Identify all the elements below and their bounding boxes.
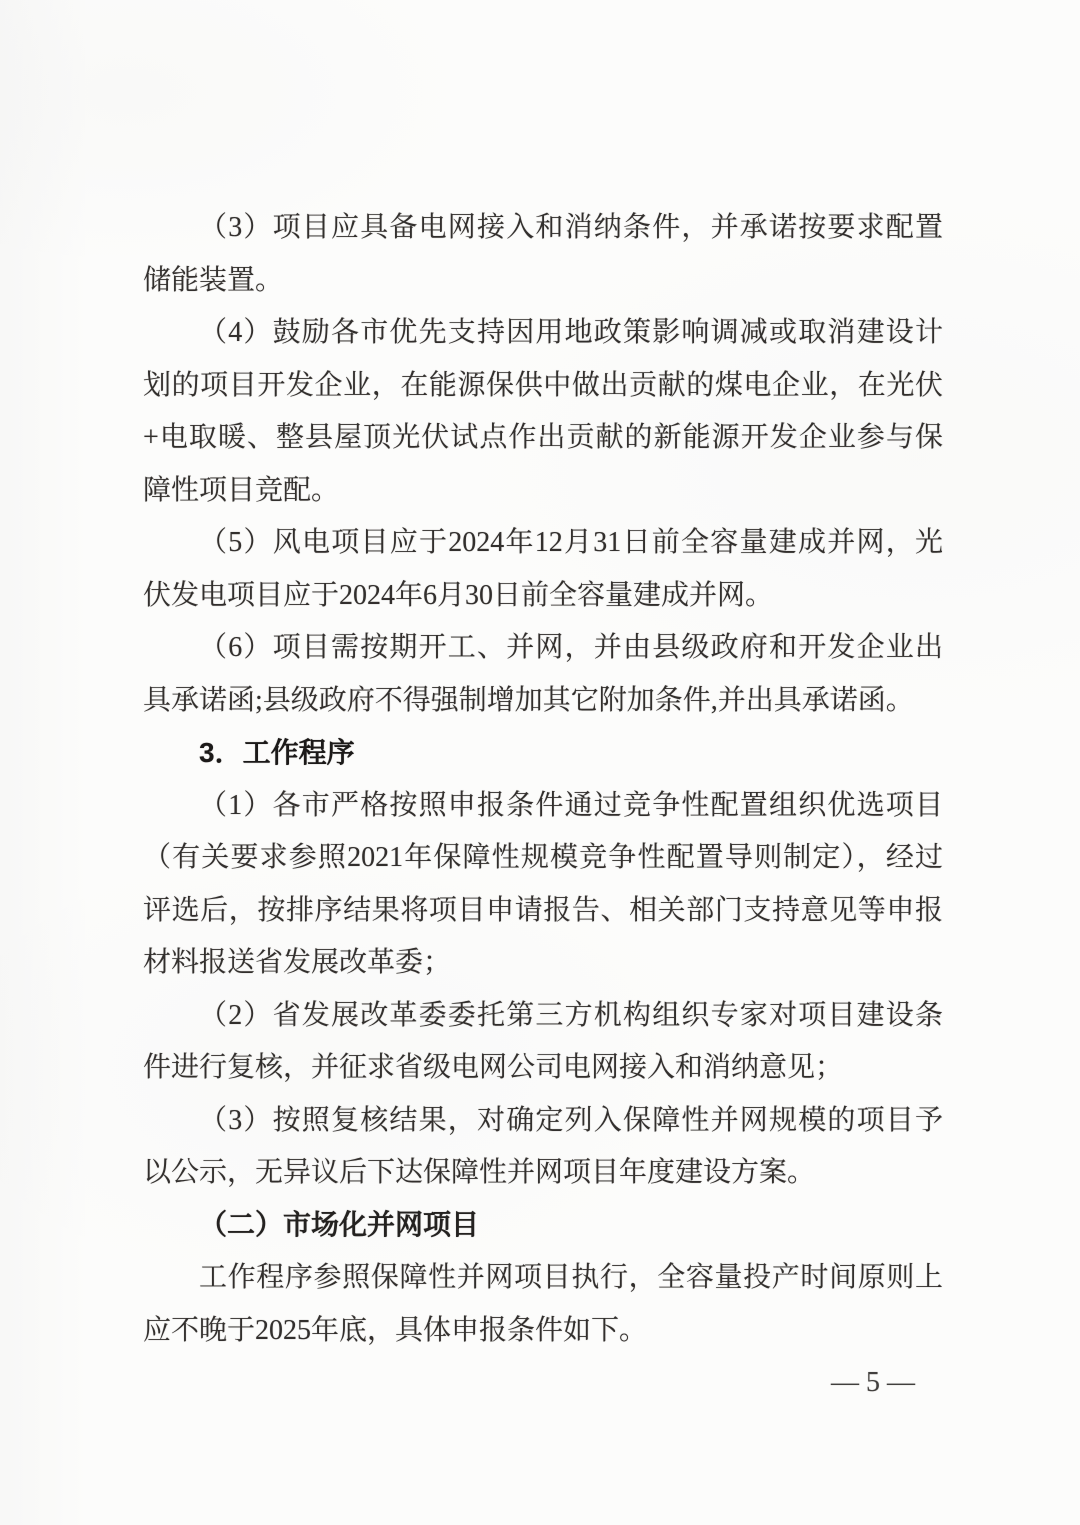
text-line: （4）鼓励各市优先支持因用地政策影响调减或取消建设计 <box>199 317 943 348</box>
text-line: 3．工作程序 <box>199 737 355 768</box>
text-line: （3）项目应具备电网接入和消纳条件，并承诺按要求配置 <box>199 212 943 243</box>
text-line: 材料报送省发展改革委； <box>143 947 452 978</box>
text-line: （2）省发展改革委委托第三方机构组织专家对项目建设条 <box>199 999 943 1031</box>
paragraph-item-5 <box>143 517 943 622</box>
paragraph-procedure-2 <box>143 990 943 1095</box>
text-line: +电取暖、整县屋顶光伏试点作出贡献的新能源开发企业参与保 <box>143 422 943 453</box>
text-line: 具承诺函;县级政府不得强制增加其它附加条件,并出具承诺函。 <box>143 684 914 716</box>
section-heading-work-procedure <box>143 727 943 780</box>
text-line: （有关要求参照2021年保障性规模竞争性配置导则制定），经过 <box>143 842 943 873</box>
paragraph-procedure-3 <box>143 1095 943 1200</box>
paragraph-item-4 <box>143 307 943 517</box>
text-line: （5）风电项目应于2024年12月31日前全容量建成并网，光 <box>199 527 943 558</box>
page-number: — 5 — <box>831 1367 915 1398</box>
text-line: 评选后，按排序结果将项目申请报告、相关部门支持意见等申报 <box>143 894 943 926</box>
document-body <box>143 0 943 1357</box>
paragraph-procedure-1 <box>143 780 943 990</box>
text-line: 伏发电项目应于2024年6月30日前全容量建成并网。 <box>143 579 774 611</box>
text-line: （二）市场化并网项目 <box>199 1209 480 1241</box>
text-line: 划的项目开发企业，在能源保供中做出贡献的煤电企业，在光伏 <box>143 369 943 401</box>
paragraph-item-3 <box>143 202 943 307</box>
paragraph-market-intro <box>143 1252 943 1357</box>
text-line: （1）各市严格按照申报条件通过竞争性配置组织优选项目 <box>199 789 943 821</box>
text-line: 应不晚于2025年底，具体申报条件如下。 <box>143 1314 648 1346</box>
text-line: 障性项目竞配。 <box>143 474 340 506</box>
section-heading-market-grid-projects <box>143 1200 943 1253</box>
text-line: 工作程序参照保障性并网项目执行，全容量投产时间原则上 <box>199 1262 943 1293</box>
text-line: （6）项目需按期开工、并网，并由县级政府和开发企业出 <box>199 632 943 663</box>
text-line: 以公示，无异议后下达保障性并网项目年度建设方案。 <box>143 1157 816 1188</box>
paragraph-item-6 <box>143 622 943 727</box>
text-line: 件进行复核，并征求省级电网公司电网接入和消纳意见； <box>143 1052 844 1083</box>
text-line: 储能装置。 <box>143 264 284 296</box>
text-line: （3）按照复核结果，对确定列入保障性并网规模的项目予 <box>199 1104 943 1136</box>
